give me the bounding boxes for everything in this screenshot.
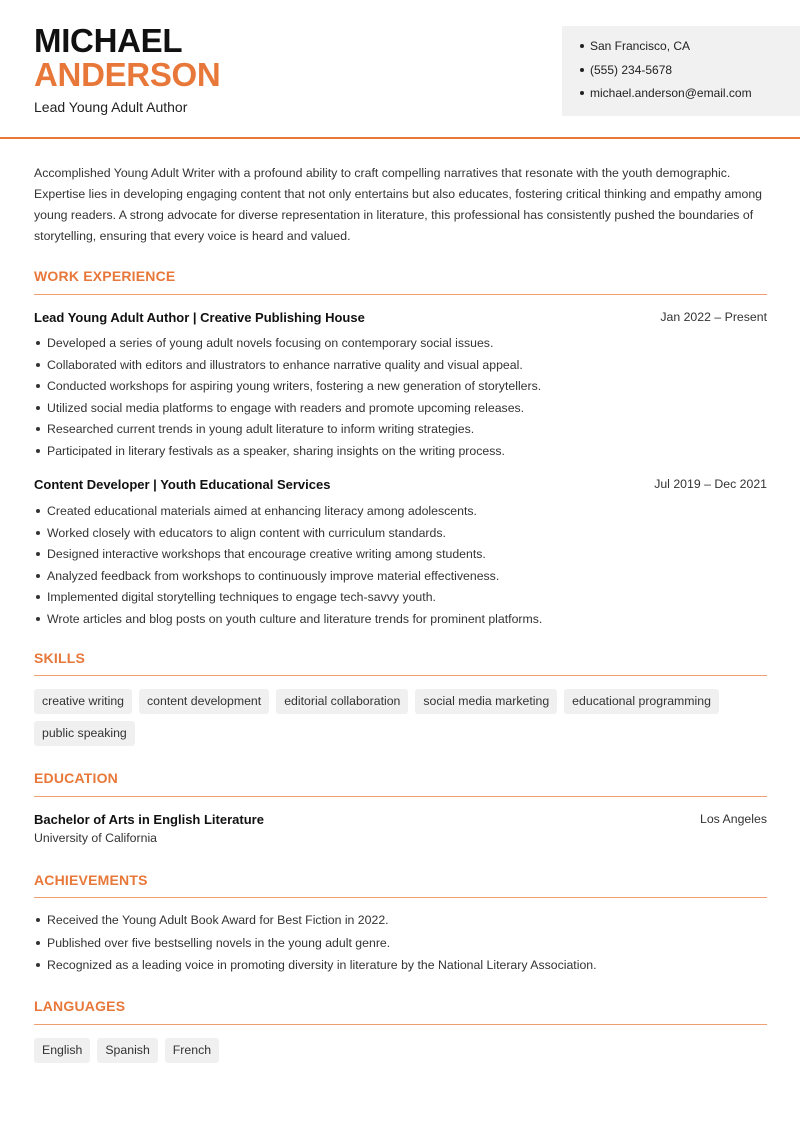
list-item: Worked closely with educators to align content with curriculum standards.: [34, 525, 774, 541]
education-location: Los Angeles: [699, 812, 767, 826]
education-degree: Bachelor of Arts in English Literature: [34, 812, 264, 827]
section-divider: [34, 675, 767, 676]
list-item: Received the Young Adult Book Award for Best Fiction in 2022.: [34, 912, 774, 928]
skills-list: [34, 689, 774, 746]
first-name: MICHAEL: [34, 22, 183, 59]
list-item: Participated in literary festivals as a speaker, sharing insights on the writing process.: [34, 443, 774, 459]
list-item: Implemented digital storytelling techniques to engage tech-savvy youth.: [34, 589, 774, 605]
contact-phone: (555) 234-5678: [580, 62, 800, 86]
skill-tag: editorial collaboration: [276, 689, 408, 714]
skill-tag: content development: [139, 689, 269, 714]
list-item: Created educational materials aimed at enhancing literacy among adolescents.: [34, 503, 774, 519]
profile-summary: Accomplished Young Adult Writer with a profound ability to craft compelling narratives that resonate with the youth demographic. Expertise lies in developing engaging content that not only entertains but also educates, fostering critical thinking and empathy among young readers. A strong advocate for diverse representation in literature, this professional has consistently pushed the boundaries of storytelling, ensuring that every voice is heard and valued.: [34, 166, 763, 243]
list-item: Published over five bestselling novels in the young adult genre.: [34, 935, 774, 951]
language-tag: French: [165, 1038, 219, 1063]
achievements-list: [34, 912, 774, 973]
education-school: University of California: [34, 831, 158, 845]
section-divider: [34, 1024, 767, 1025]
contact-email: michael.anderson@email.com: [580, 85, 800, 109]
resume-header: [0, 0, 800, 139]
job-title: Content Developer | Youth Educational Services: [34, 477, 331, 492]
section-title-work: WORK EXPERIENCE: [34, 268, 176, 284]
skill-tag: public speaking: [34, 721, 135, 746]
last-name: ANDERSON: [34, 56, 221, 93]
contact-box: [562, 26, 800, 116]
job-role: Lead Young Adult Author: [34, 99, 188, 115]
skill-tag: educational programming: [564, 689, 719, 714]
job-dates: Jan 2022 – Present: [660, 310, 767, 324]
language-tag: English: [34, 1038, 90, 1063]
section-title-skills: SKILLS: [34, 650, 85, 666]
contact-location: San Francisco, CA: [580, 38, 800, 62]
list-item: Developed a series of young adult novels focusing on contemporary social issues.: [34, 335, 774, 351]
section-divider: [34, 796, 767, 797]
list-item: Researched current trends in young adult literature to inform writing strategies.: [34, 421, 774, 437]
list-item: Wrote articles and blog posts on youth culture and literature trends for prominent platforms.: [34, 611, 774, 627]
job-dates: Jul 2019 – Dec 2021: [654, 477, 767, 491]
job-bullets: [34, 503, 774, 627]
list-item: Conducted workshops for aspiring young writers, fostering a new generation of storytellers.: [34, 378, 774, 394]
list-item: Utilized social media platforms to engage with readers and promote upcoming releases.: [34, 400, 774, 416]
job-title: Lead Young Adult Author | Creative Publishing House: [34, 310, 365, 325]
list-item: Designed interactive workshops that encourage creative writing among students.: [34, 546, 774, 562]
skill-tag: social media marketing: [415, 689, 557, 714]
language-tag: Spanish: [97, 1038, 157, 1063]
section-divider: [34, 897, 767, 898]
list-item: Analyzed feedback from workshops to continuously improve material effectiveness.: [34, 568, 774, 584]
languages-list: [34, 1038, 774, 1063]
section-title-achievements: ACHIEVEMENTS: [34, 872, 148, 888]
list-item: Recognized as a leading voice in promoting diversity in literature by the National Literary Association.: [34, 957, 774, 973]
job-bullets: [34, 335, 774, 459]
list-item: Collaborated with editors and illustrators to enhance narrative quality and visual appeal.: [34, 357, 774, 373]
candidate-name: [34, 24, 220, 92]
skill-tag: creative writing: [34, 689, 132, 714]
section-divider: [34, 294, 767, 295]
section-title-education: EDUCATION: [34, 770, 118, 786]
section-title-languages: LANGUAGES: [34, 998, 126, 1014]
